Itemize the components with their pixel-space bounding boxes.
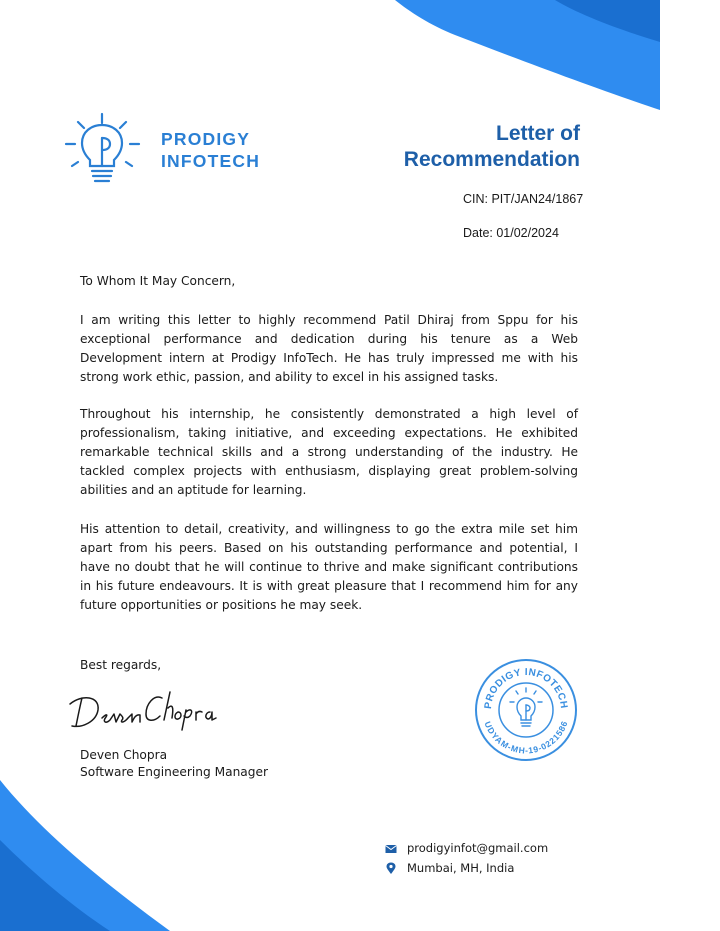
- closing: Best regards,: [80, 658, 162, 672]
- title-line-2: Recommendation: [403, 148, 580, 171]
- company-stamp: [474, 658, 578, 762]
- contact-email[interactable]: [385, 841, 548, 855]
- top-corner-decoration: [0, 0, 720, 120]
- svg-text:PRODIGY INFOTECH: PRODIGY INFOTECH: [482, 666, 570, 710]
- paragraph-1: I am writing this letter to highly recommend Patil Dhiraj from Sppu for his exceptional performance and dedication during his tenure as a Web Development intern at Prodigy InfoTech. He has truly impressed me with his strong work ethic, passion, and ability to excel in his assigned tasks.: [80, 313, 578, 384]
- contact-location: [385, 861, 514, 875]
- svg-text:UDYAM-MH-19-0221586: UDYAM-MH-19-0221586: [482, 719, 570, 756]
- envelope-icon: [385, 844, 397, 854]
- signer-role: Software Engineering Manager: [80, 765, 269, 779]
- map-pin-icon: [385, 862, 397, 875]
- bottom-corner-decoration: [0, 770, 720, 931]
- title-line-1: Letter of: [496, 122, 580, 145]
- company-logo-text: [161, 128, 260, 172]
- email-text[interactable]: prodigyinfot@gmail.com: [407, 841, 549, 855]
- page-title: [404, 121, 580, 173]
- letter-date: Date: 01/02/2024: [463, 226, 559, 240]
- paragraph-3: His attention to detail, creativity, and willingness to go the extra mile set him apart from his peers. Based on his outstanding performance and potential, I have no doubt that he will continue to thrive and make significant contributions in his future endeavours. It is with great pleasure that I recommend him for any future opportunities or positions he may seek.: [80, 522, 578, 612]
- logo-line-2: INFOTECH: [161, 151, 261, 171]
- signer-name: Deven Chopra: [80, 748, 168, 762]
- salutation: To Whom It May Concern,: [80, 274, 236, 288]
- location-text: Mumbai, MH, India: [407, 861, 515, 875]
- paragraph-2: Throughout his internship, he consistently demonstrated a high level of professionalism, taking initiative, and exceeding expectations. He exhibited remarkable technical skills and a strong understanding of the industry. He tackled complex projects with enthusiasm, displaying great problem-solving abilities and an aptitude for learning.: [80, 407, 578, 497]
- handwritten-signature: [62, 684, 232, 734]
- lightbulb-icon: [64, 112, 144, 188]
- logo-line-1: PRODIGY: [161, 129, 251, 149]
- cin-number: CIN: PIT/JAN24/1867: [463, 192, 584, 206]
